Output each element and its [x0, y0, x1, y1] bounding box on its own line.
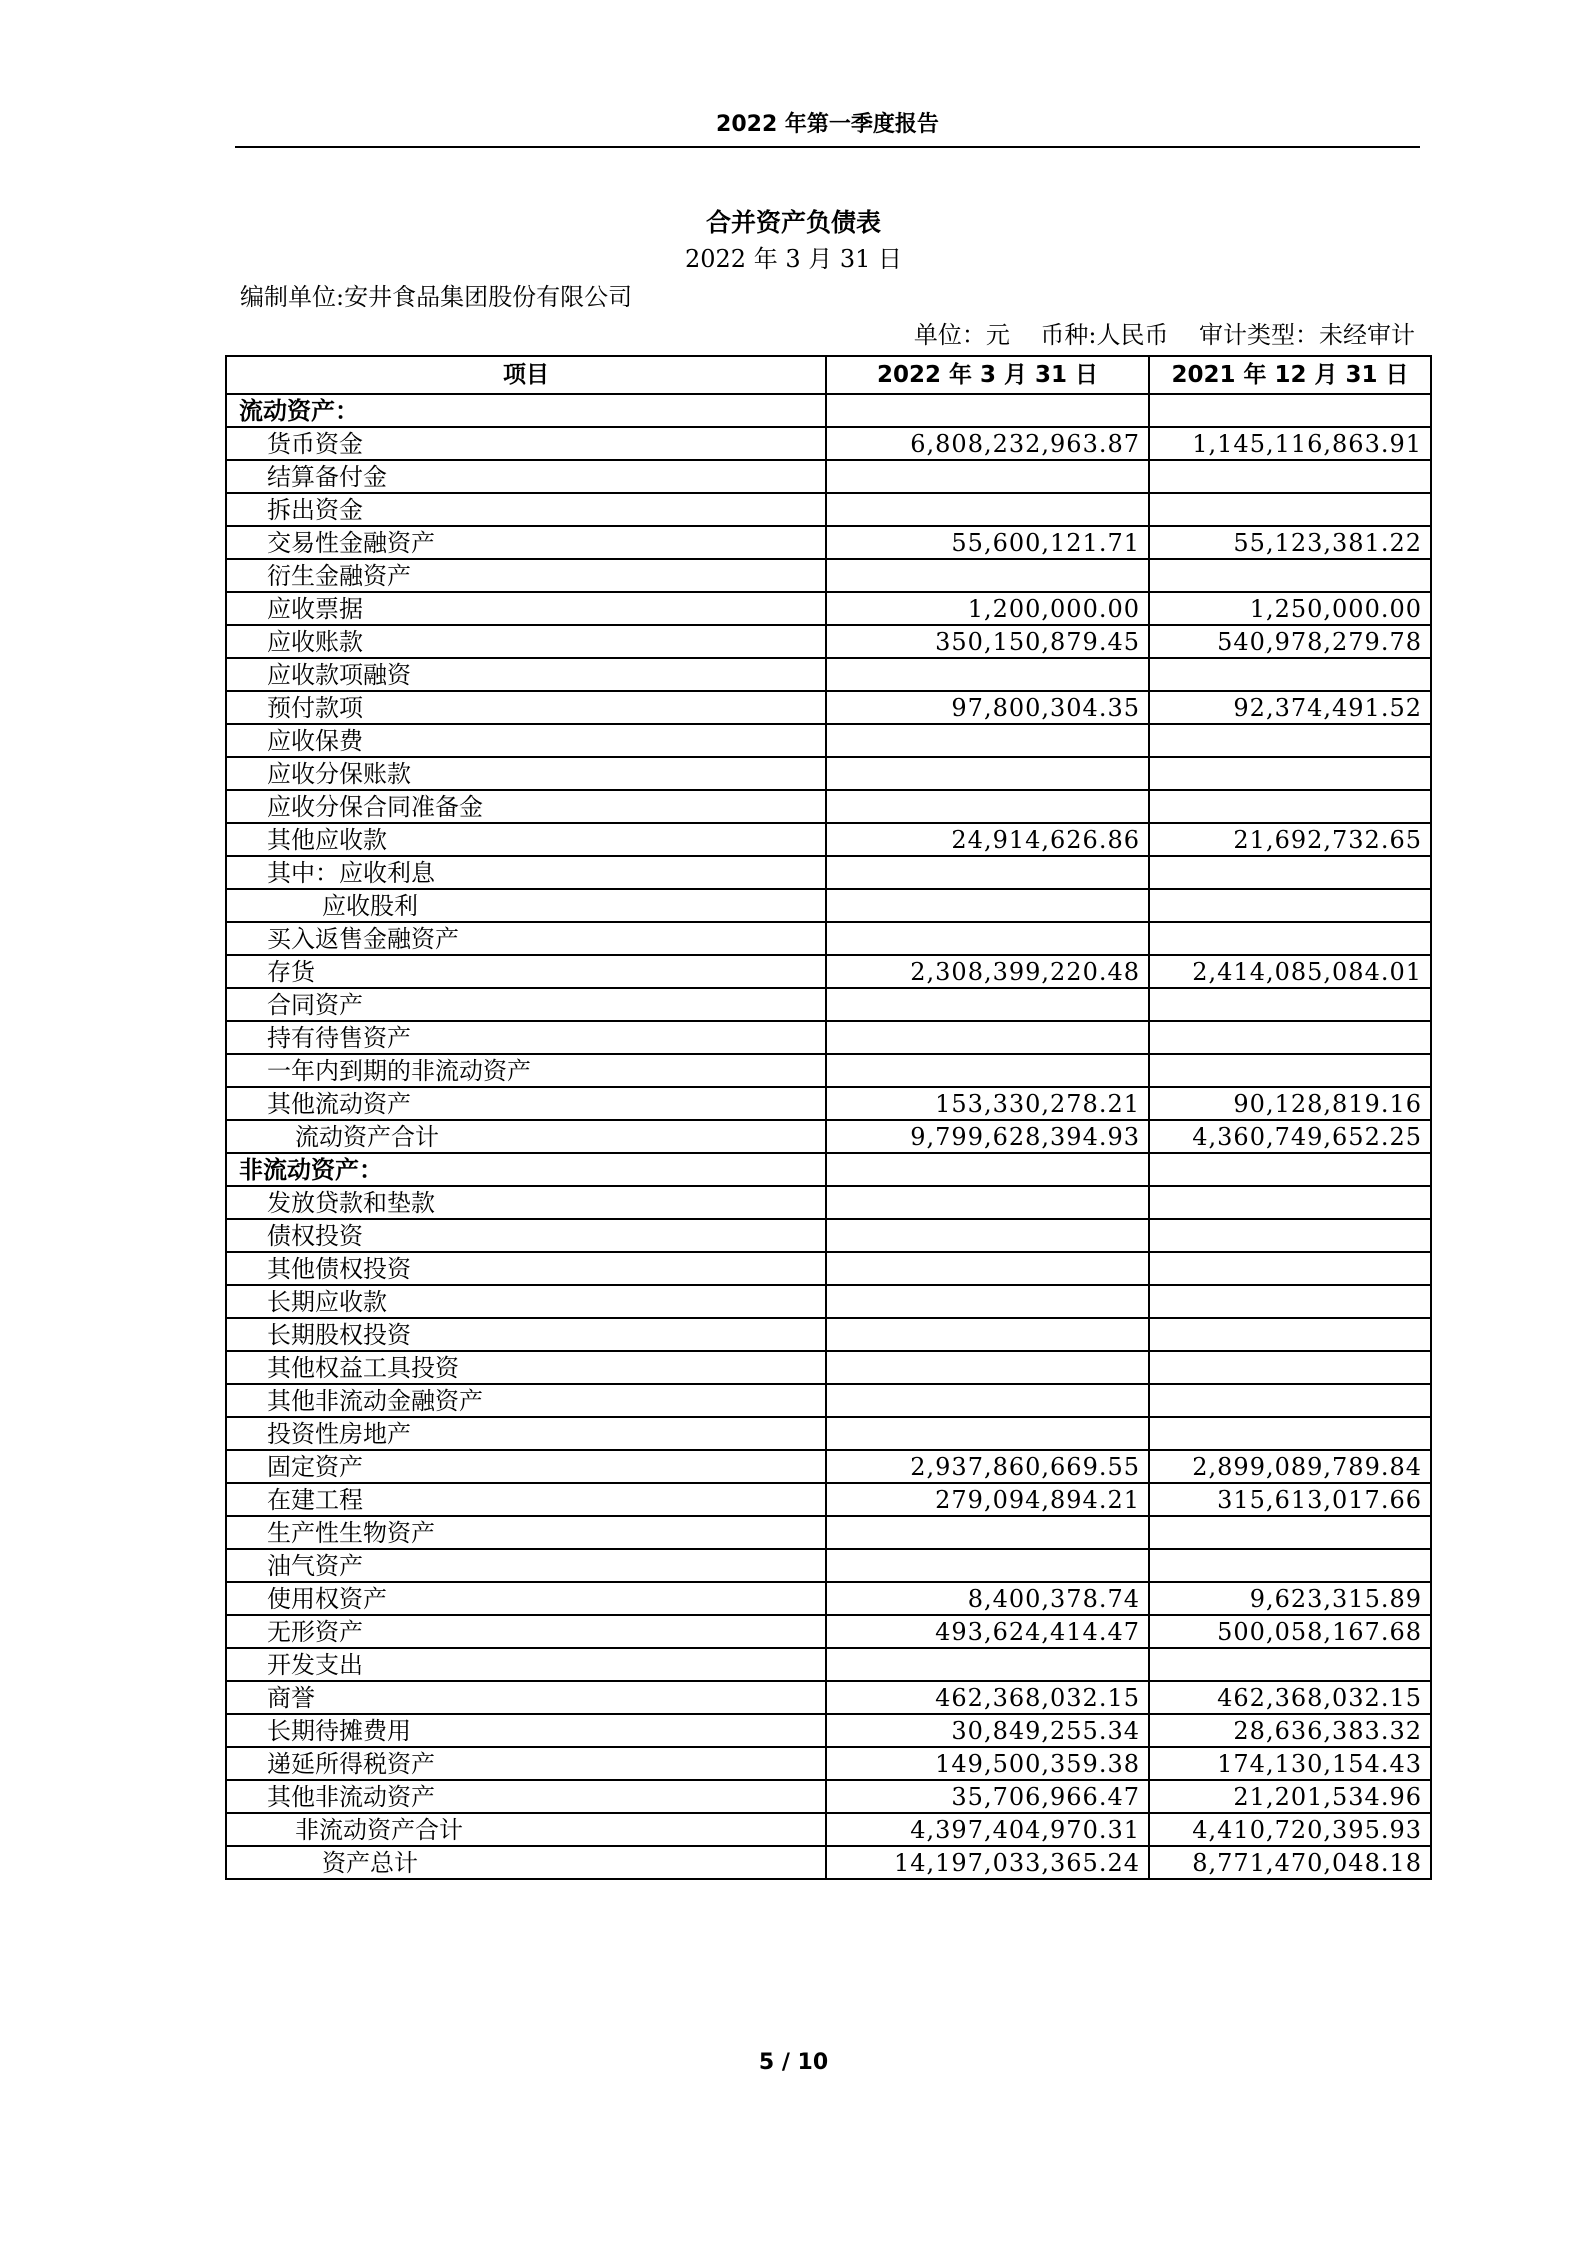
value-2022-03-31: [826, 790, 1149, 823]
value-2022-03-31: 350,150,879.45: [826, 625, 1149, 658]
value-2022-03-31: [826, 757, 1149, 790]
row-label: 开发支出: [226, 1648, 826, 1681]
value-2022-03-31: [826, 922, 1149, 955]
value-2022-03-31: 97,800,304.35: [826, 691, 1149, 724]
value-2022-03-31: [826, 1318, 1149, 1351]
value-2021-12-31: [1149, 1252, 1431, 1285]
value-2021-12-31: [1149, 460, 1431, 493]
table-row: [226, 526, 1431, 559]
row-label: 长期股权投资: [226, 1318, 826, 1351]
table-row: [226, 1780, 1431, 1813]
table-row: [226, 592, 1431, 625]
value-2021-12-31: 1,145,116,863.91: [1149, 427, 1431, 460]
value-2022-03-31: [826, 856, 1149, 889]
row-label: 使用权资产: [226, 1582, 826, 1615]
table-row: [226, 988, 1431, 1021]
row-label: 生产性生物资产: [226, 1516, 826, 1549]
value-2022-03-31: [826, 1252, 1149, 1285]
table-row: [226, 1846, 1431, 1879]
value-2022-03-31: 279,094,894.21: [826, 1483, 1149, 1516]
row-label: 递延所得税资产: [226, 1747, 826, 1780]
value-2021-12-31: 21,692,732.65: [1149, 823, 1431, 856]
value-2022-03-31: [826, 1285, 1149, 1318]
table-row: [226, 1318, 1431, 1351]
row-label: 其他权益工具投资: [226, 1351, 826, 1384]
table-row: [226, 1384, 1431, 1417]
value-2021-12-31: [1149, 559, 1431, 592]
table-row: [226, 1417, 1431, 1450]
value-2021-12-31: [1149, 1186, 1431, 1219]
row-label: 应收股利: [226, 889, 826, 922]
row-label: 一年内到期的非流动资产: [226, 1054, 826, 1087]
value-2021-12-31: [1149, 493, 1431, 526]
column-header-current: 2022 年 3 月 31 日: [826, 356, 1149, 394]
row-label: 其中：应收利息: [226, 856, 826, 889]
value-2022-03-31: 14,197,033,365.24: [826, 1846, 1149, 1879]
table-header-row: [226, 356, 1431, 394]
page-number: 5 / 10: [758, 2050, 829, 2075]
table-row: [226, 1582, 1431, 1615]
value-2022-03-31: [826, 1219, 1149, 1252]
row-label: 长期应收款: [226, 1285, 826, 1318]
row-label: 油气资产: [226, 1549, 826, 1582]
row-label: 其他非流动金融资产: [226, 1384, 826, 1417]
value-2021-12-31: 500,058,167.68: [1149, 1615, 1431, 1648]
value-2021-12-31: [1149, 724, 1431, 757]
doc-unit-line: 单位：元 币种:人民币 审计类型：未经审计: [913, 321, 1415, 349]
table-row: [226, 1087, 1431, 1120]
table-row: [226, 493, 1431, 526]
row-label: 流动资产：: [226, 394, 826, 427]
table-row: [226, 691, 1431, 724]
table-row: [226, 1681, 1431, 1714]
table-row: [226, 1483, 1431, 1516]
row-label: 衍生金融资产: [226, 559, 826, 592]
value-2022-03-31: [826, 1417, 1149, 1450]
value-2022-03-31: 24,914,626.86: [826, 823, 1149, 856]
value-2021-12-31: 28,636,383.32: [1149, 1714, 1431, 1747]
value-2022-03-31: 153,330,278.21: [826, 1087, 1149, 1120]
row-label: 商誉: [226, 1681, 826, 1714]
value-2022-03-31: [826, 1351, 1149, 1384]
value-2022-03-31: 462,368,032.15: [826, 1681, 1149, 1714]
doc-date: 2022 年 3 月 31 日: [684, 245, 903, 273]
table-row: [226, 1252, 1431, 1285]
value-2022-03-31: 55,600,121.71: [826, 526, 1149, 559]
table-row: [226, 1285, 1431, 1318]
value-2022-03-31: 1,200,000.00: [826, 592, 1149, 625]
value-2022-03-31: [826, 394, 1149, 427]
table-row: [226, 1516, 1431, 1549]
row-label: 拆出资金: [226, 493, 826, 526]
value-2021-12-31: 174,130,154.43: [1149, 1747, 1431, 1780]
table-row: [226, 625, 1431, 658]
row-label: 合同资产: [226, 988, 826, 1021]
value-2021-12-31: [1149, 922, 1431, 955]
value-2022-03-31: [826, 460, 1149, 493]
row-label: 应收分保账款: [226, 757, 826, 790]
value-2022-03-31: [826, 658, 1149, 691]
value-2021-12-31: [1149, 394, 1431, 427]
value-2021-12-31: 4,360,749,652.25: [1149, 1120, 1431, 1153]
value-2021-12-31: 4,410,720,395.93: [1149, 1813, 1431, 1846]
table-row: [226, 955, 1431, 988]
table-row: [226, 1615, 1431, 1648]
table-row: [226, 1186, 1431, 1219]
row-label: 应收款项融资: [226, 658, 826, 691]
row-label: 其他非流动资产: [226, 1780, 826, 1813]
row-label: 交易性金融资产: [226, 526, 826, 559]
value-2021-12-31: [1149, 1021, 1431, 1054]
row-label: 持有待售资产: [226, 1021, 826, 1054]
row-label: 买入返售金融资产: [226, 922, 826, 955]
value-2022-03-31: 2,308,399,220.48: [826, 955, 1149, 988]
doc-title: 合并资产负债表: [705, 208, 881, 237]
table-row: [226, 724, 1431, 757]
value-2022-03-31: [826, 1153, 1149, 1186]
value-2021-12-31: [1149, 889, 1431, 922]
value-2021-12-31: 9,623,315.89: [1149, 1582, 1431, 1615]
value-2022-03-31: [826, 1186, 1149, 1219]
value-2022-03-31: 8,400,378.74: [826, 1582, 1149, 1615]
row-label: 应收分保合同准备金: [226, 790, 826, 823]
value-2022-03-31: [826, 559, 1149, 592]
row-label: 其他应收款: [226, 823, 826, 856]
table-row: [226, 1450, 1431, 1483]
row-label: 长期待摊费用: [226, 1714, 826, 1747]
row-label: 预付款项: [226, 691, 826, 724]
value-2022-03-31: [826, 1054, 1149, 1087]
value-2021-12-31: [1149, 1285, 1431, 1318]
value-2021-12-31: [1149, 856, 1431, 889]
row-label: 投资性房地产: [226, 1417, 826, 1450]
balance-sheet-table: [225, 355, 1432, 1880]
value-2022-03-31: 149,500,359.38: [826, 1747, 1149, 1780]
value-2022-03-31: 30,849,255.34: [826, 1714, 1149, 1747]
value-2021-12-31: [1149, 757, 1431, 790]
value-2022-03-31: [826, 493, 1149, 526]
value-2021-12-31: [1149, 1351, 1431, 1384]
value-2021-12-31: [1149, 1384, 1431, 1417]
doc-company: 编制单位:安井食品集团股份有限公司: [240, 283, 633, 311]
value-2021-12-31: [1149, 1516, 1431, 1549]
value-2021-12-31: 55,123,381.22: [1149, 526, 1431, 559]
table-row: [226, 1351, 1431, 1384]
table-row: [226, 1021, 1431, 1054]
table-row: [226, 559, 1431, 592]
row-label: 发放贷款和垫款: [226, 1186, 826, 1219]
table-row: [226, 1153, 1431, 1186]
table-row: [226, 1813, 1431, 1846]
value-2022-03-31: 6,808,232,963.87: [826, 427, 1149, 460]
row-label: 固定资产: [226, 1450, 826, 1483]
table-row: [226, 790, 1431, 823]
value-2021-12-31: [1149, 1054, 1431, 1087]
table-row: [226, 889, 1431, 922]
row-label: 应收保费: [226, 724, 826, 757]
value-2022-03-31: 493,624,414.47: [826, 1615, 1149, 1648]
table-body: [226, 394, 1431, 1879]
value-2021-12-31: [1149, 1153, 1431, 1186]
value-2022-03-31: [826, 1021, 1149, 1054]
value-2021-12-31: 462,368,032.15: [1149, 1681, 1431, 1714]
value-2022-03-31: 2,937,860,669.55: [826, 1450, 1149, 1483]
table-row: [226, 1549, 1431, 1582]
row-label: 货币资金: [226, 427, 826, 460]
row-label: 结算备付金: [226, 460, 826, 493]
row-label: 应收票据: [226, 592, 826, 625]
table-row: [226, 460, 1431, 493]
value-2021-12-31: 90,128,819.16: [1149, 1087, 1431, 1120]
value-2022-03-31: [826, 889, 1149, 922]
row-label: 债权投资: [226, 1219, 826, 1252]
table-row: [226, 1120, 1431, 1153]
value-2021-12-31: 92,374,491.52: [1149, 691, 1431, 724]
value-2022-03-31: 9,799,628,394.93: [826, 1120, 1149, 1153]
value-2021-12-31: [1149, 1219, 1431, 1252]
column-header-item: 项目: [226, 356, 826, 394]
value-2021-12-31: [1149, 988, 1431, 1021]
value-2022-03-31: [826, 988, 1149, 1021]
row-label: 资产总计: [226, 1846, 826, 1879]
value-2022-03-31: [826, 1549, 1149, 1582]
value-2021-12-31: 540,978,279.78: [1149, 625, 1431, 658]
table-row: [226, 856, 1431, 889]
value-2021-12-31: 2,414,085,084.01: [1149, 955, 1431, 988]
value-2022-03-31: 35,706,966.47: [826, 1780, 1149, 1813]
table-row: [226, 658, 1431, 691]
value-2021-12-31: 2,899,089,789.84: [1149, 1450, 1431, 1483]
value-2021-12-31: [1149, 1648, 1431, 1681]
table-row: [226, 1714, 1431, 1747]
row-label: 非流动资产：: [226, 1153, 826, 1186]
table-row: [226, 757, 1431, 790]
row-label: 流动资产合计: [226, 1120, 826, 1153]
table-row: [226, 1054, 1431, 1087]
row-label: 其他债权投资: [226, 1252, 826, 1285]
row-label: 其他流动资产: [226, 1087, 826, 1120]
value-2021-12-31: 315,613,017.66: [1149, 1483, 1431, 1516]
value-2021-12-31: [1149, 1417, 1431, 1450]
table-row: [226, 1648, 1431, 1681]
value-2021-12-31: [1149, 658, 1431, 691]
table-row: [226, 394, 1431, 427]
column-header-prior: 2021 年 12 月 31 日: [1149, 356, 1431, 394]
table-row: [226, 922, 1431, 955]
row-label: 应收账款: [226, 625, 826, 658]
page-header: 2022 年第一季度报告: [235, 108, 1420, 148]
table-row: [226, 1747, 1431, 1780]
row-label: 存货: [226, 955, 826, 988]
row-label: 无形资产: [226, 1615, 826, 1648]
row-label: 在建工程: [226, 1483, 826, 1516]
table-row: [226, 823, 1431, 856]
value-2021-12-31: [1149, 790, 1431, 823]
value-2022-03-31: [826, 1516, 1149, 1549]
value-2022-03-31: [826, 724, 1149, 757]
value-2021-12-31: [1149, 1549, 1431, 1582]
value-2021-12-31: 8,771,470,048.18: [1149, 1846, 1431, 1879]
value-2022-03-31: 4,397,404,970.31: [826, 1813, 1149, 1846]
value-2021-12-31: 1,250,000.00: [1149, 592, 1431, 625]
row-label: 非流动资产合计: [226, 1813, 826, 1846]
table-row: [226, 1219, 1431, 1252]
value-2021-12-31: 21,201,534.96: [1149, 1780, 1431, 1813]
value-2022-03-31: [826, 1648, 1149, 1681]
table-row: [226, 427, 1431, 460]
value-2022-03-31: [826, 1384, 1149, 1417]
value-2021-12-31: [1149, 1318, 1431, 1351]
